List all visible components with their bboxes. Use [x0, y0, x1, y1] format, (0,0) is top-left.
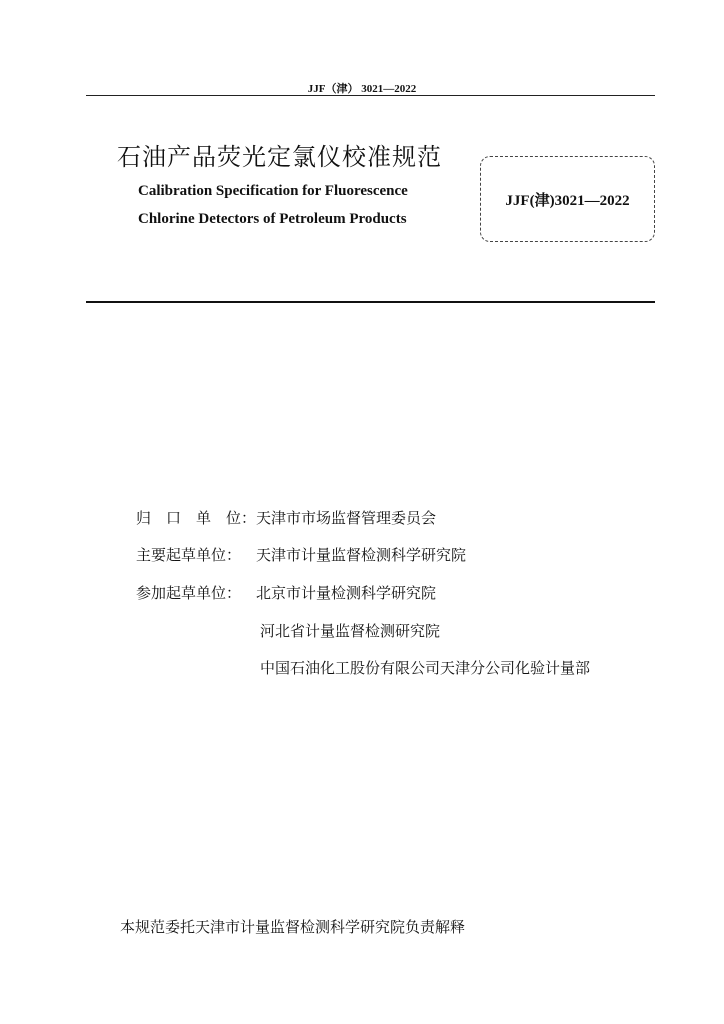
participant-item: 北京市计量检测科学研究院 — [256, 584, 437, 602]
interpretation-note: 本规范委托天津市计量监督检测科学研究院负责解释 — [120, 918, 466, 936]
participant-item: 河北省计量监督检测研究院 — [260, 622, 441, 640]
title-divider — [86, 301, 655, 303]
standard-code-box — [480, 156, 655, 242]
main-drafter-row — [136, 544, 466, 565]
participants-row — [136, 582, 436, 603]
header-divider — [86, 95, 655, 96]
title-english-line2: Chlorine Detectors of Petroleum Products — [138, 211, 407, 227]
title-chinese: 石油产品荧光定氯仪校准规范 — [117, 143, 442, 171]
title-english-line1: Calibration Specification for Fluorescence — [138, 183, 408, 199]
authority-label: 归 口 单 位： — [136, 509, 257, 527]
standard-code: JJF(津)3021—2022 — [505, 192, 630, 209]
header-standard-code: JJF（津） 3021—2022 — [307, 83, 417, 95]
main-drafter-label: 主要起草单位： — [136, 546, 242, 564]
main-drafter-value: 天津市计量监督检测科学研究院 — [256, 546, 467, 564]
authority-value: 天津市市场监督管理委员会 — [256, 509, 437, 527]
participants-label: 参加起草单位： — [136, 584, 242, 602]
authority-row — [136, 507, 436, 528]
participant-item: 中国石油化工股份有限公司天津分公司化验计量部 — [260, 659, 591, 677]
